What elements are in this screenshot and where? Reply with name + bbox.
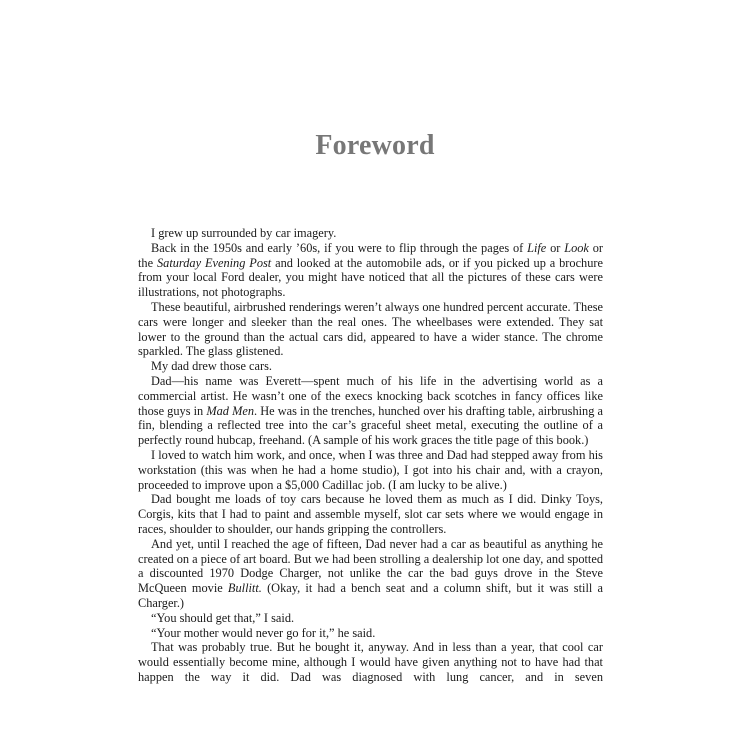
page-title: Foreword <box>315 130 435 161</box>
paragraph-text: and looked at the automobile ads, or if you picked up a brochure from your local Ford dealer, you might have noticed that all the pictures of these cars were illustrations, not photographs. <box>138 255 603 300</box>
paragraph <box>138 626 603 641</box>
paragraph-text: I loved to watch him work, and once, when I was three and Dad had stepped away from his workstation (this was when he had a home studio), I got into his chair and, with a crayon, proceeded to improve upon a $5,000 Cadillac job. (I am lucky to be alive.) <box>138 447 603 492</box>
italic-title-text: Saturday Evening Post <box>156 255 272 270</box>
paragraph-text: or the <box>138 240 603 270</box>
paragraph-text: My dad drew those cars. <box>151 359 273 374</box>
paragraph-text: That was probably true. But he bought it, anyway. And in less than a year, that cool car would essentially become mine, although I would have given anything not to have had that happen the way it did. Dad was diagnosed with lung cancer, and in seven <box>138 640 603 684</box>
paragraph-text: . He was in the trenches, hunched over his drafting table, airbrushing a fin, blending a reflected tree into the car’s graceful sheet metal, executing the outline of a perfectly round hubcap, freehand. (A sample of his work graces the title page of this book.) <box>138 403 603 448</box>
paragraph <box>138 448 603 492</box>
paragraph <box>138 537 603 611</box>
paragraph <box>138 226 603 241</box>
italic-title-text: Mad Men <box>206 403 255 418</box>
paragraph-text: Back in the 1950s and early ’60s, if you were to flip through the pages of <box>151 240 528 255</box>
paragraph-text: I grew up surrounded by car imagery. <box>151 226 337 240</box>
paragraph-text: or <box>546 240 565 255</box>
paragraph-text: These beautiful, airbrushed renderings weren’t always one hundred percent accurate. These cars were longer and sleeker than the real ones. The wheelbases were extended. They sat lower to the ground than the actual cars did, appeared to have a wider stance. The chrome sparkled. The glass glistened. <box>138 299 603 359</box>
paragraph-text: “You should get that,” I said. <box>151 610 295 625</box>
paragraph <box>138 640 603 684</box>
paragraph <box>138 374 603 448</box>
body-text <box>138 226 603 685</box>
paragraph-text: “Your mother would never go for it,” he said. <box>151 625 376 640</box>
paragraph-text: And yet, until I reached the age of fifteen, Dad never had a car as beautiful as anything he created on a piece of art board. But we had been strolling a dealership lot one day, and spotted a discounted 1970 Dodge Charger, not unlike the car the bad guys drove in the Steve McQueen movie <box>138 536 603 596</box>
paragraph <box>138 611 603 626</box>
italic-title-text: Look <box>564 240 589 255</box>
paragraph-text: Dad—his name was Everett—spent much of his life in the advertising world as a commercial artist. He wasn’t one of the execs knocking back scotches in fancy offices like those guys in <box>138 373 603 418</box>
paragraph <box>138 359 603 374</box>
paragraph <box>138 492 603 536</box>
paragraph-text: Dad bought me loads of toy cars because he loved them as much as I did. Dinky Toys, Corgis, kits that I had to paint and assemble myself, slot car sets where we would engage in races, shoulder to shoulder, our hands gripping the controllers. <box>138 492 603 536</box>
paragraph <box>138 241 603 300</box>
paragraph <box>138 300 603 359</box>
italic-title-text: Bullitt. <box>227 581 262 596</box>
paragraph-text: (Okay, it had a bench seat and a column shift, but it was still a Charger.) <box>138 581 603 610</box>
italic-title-text: Life <box>527 240 547 255</box>
